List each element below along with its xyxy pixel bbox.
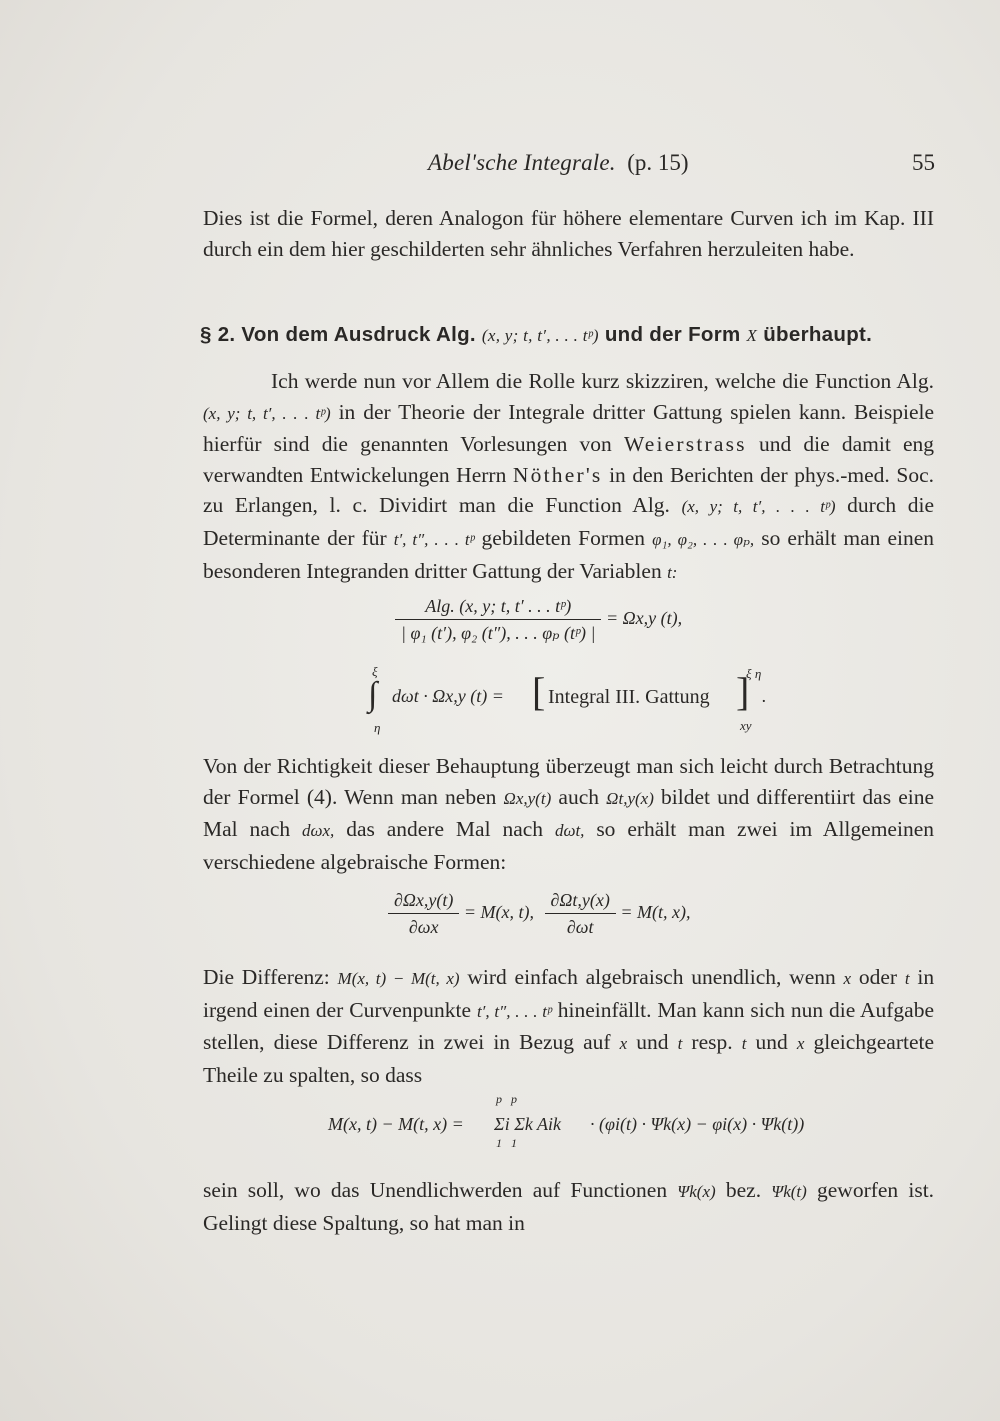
fraction: $\frac{\text{Alg. (x, y; t, t′ . . . tᵖ)}}{\text{| φ₁ (t′), φ₂ (t″), . . . φₚ (tᵖ) |}}$ [395, 596, 601, 644]
running-header [200, 150, 935, 186]
formula-derivatives: $\frac{\partial\Omega x,y(t)}{\partial\omega x}$ = M(x, t), $\frac{\partial\Omega t,y(x)}{\partial\omega t}$ = M(t, x), [388, 890, 691, 938]
author-noether: Nöther's [512, 462, 603, 487]
paragraph-1: Dies ist die Formel, deren Analogon für höhere elementare Curven ich im Kap. III durch ein dem hier geschilderten sehr ähnliches Verfahren herzuleiten habe. [203, 206, 934, 261]
section-mark: § 2. [200, 323, 236, 346]
running-title: Abel'sche Integrale. (p. 15) [428, 150, 689, 175]
formula-splitting: M(x, t) − M(t, x) = p p Σi Σk Aik 1 1 · (φi(t) · Ψk(x) − φi(x) · Ψk(t)) [328, 1092, 805, 1150]
formula-integral: ξ ∫ η dωt · Ωx,y (t) = [ Integral III. Gattung ] ξ η xy . [368, 664, 767, 735]
paragraph-4: Die Differenz: M(x, t) − M(t, x) wird einfach algebraisch unendlich, wenn x oder t in irgend einen der Curvenpunkte t′, t″, . . . tᵖ hineinfällt. Man kann sich nun die Aufgabe stellen, diese Differenz in zwei in Bezug auf x und t resp. t und x gleichgeartete Theile zu spalten, so dass [203, 965, 935, 1087]
paragraph-3: Von der Richtigkeit dieser Behauptung überzeugt man sich leicht durch Betrachtung der Formel (4). Wenn man neben Ωx,y(t) auch Ωt,y(x) bildet und differentiirt das eine Mal nach dωx, das andere Mal nach dωt, so erhält man zwei im Allgemeinen verschiedene algebraische Formen: [203, 754, 935, 874]
integral-sign: ∫ [368, 676, 378, 713]
fraction: $\frac{\partial\Omega t,y(x)}{\partial\omega t}$ [545, 890, 616, 938]
author-weierstrass: Weierstrass [623, 432, 747, 457]
paragraph-2: Ich werde nun vor Allem die Rolle kurz skizziren, welche die Function Alg. (x, y; t, t′, . . . tᵖ) in der Theorie der Integrale dritter Gattung spielen kann. Beispiele hierfür sind die genannten Vorlesungen von Weierstrass und die damit eng verwandten Entwickelungen Herrn Nöther's in den Berichten der phys.-med. Soc. zu Erlangen, l. c. Dividirt man die Function Alg. (x, y; t, t′, . . . tᵖ) durch die Determinante der für t′, t″, . . . tᵖ gebildeten Formen φ₁, φ₂, . . . φₚ, so erhält man einen besonderen Integranden dritter Gattung der Variablen t: [203, 369, 935, 583]
paragraph-5: sein soll, wo das Unendlichwerden auf Functionen Ψk(x) bez. Ψk(t) geworfen ist. Gelingt diese Spaltung, so hat man in [203, 1178, 935, 1235]
fraction: $\frac{\partial\Omega x,y(t)}{\partial\omega x}$ [388, 890, 459, 938]
section-heading: § 2. Von dem Ausdruck Alg. (x, y; t, t′, . . . tᵖ) und der Form X überhaupt. [200, 323, 873, 346]
page-number: 55 [912, 150, 935, 175]
formula-omega-definition: $\frac{\text{Alg. (x, y; t, t′ . . . tᵖ)}}{\text{| φ₁ (t′), φ₂ (t″), . . . φₚ (tᵖ) |}}$ = Ωx,y (t), [395, 596, 682, 644]
